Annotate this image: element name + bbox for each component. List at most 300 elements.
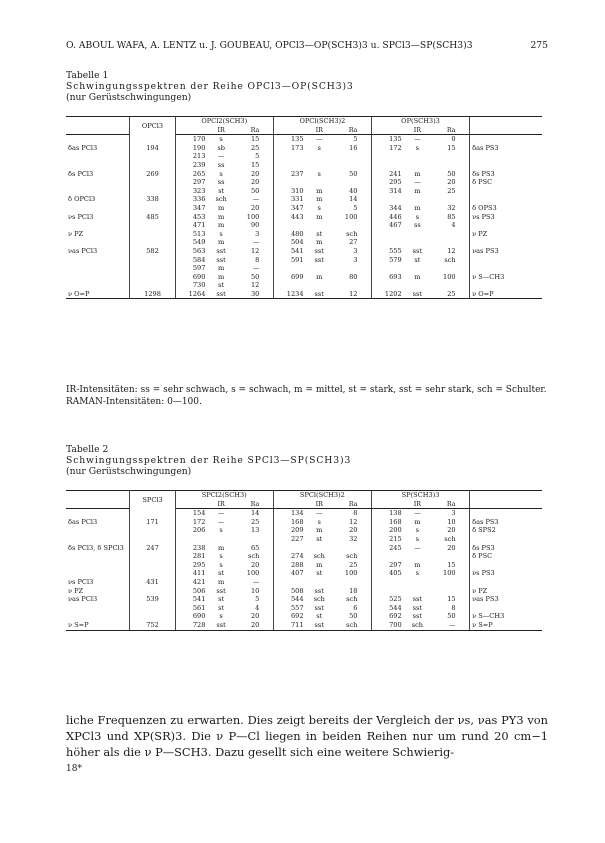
- cell-ir-intensity: m: [414, 203, 421, 212]
- cell-raman-intensity: [332, 544, 363, 553]
- cell-brace: [264, 178, 273, 187]
- cell-frequency: 443: [273, 213, 306, 222]
- cell-raman-intensity: 10: [447, 517, 456, 526]
- cell-ir-intensity: sst: [216, 246, 226, 255]
- cell-frequency: [371, 152, 404, 161]
- body-paragraph: liche Frequenzen zu erwarten. Dies zeigt bereits der Vergleich der νs, νas PY3 von XPCl3 und XP(SR)3. Die ν P—Cl liegen in beiden Reihen nur um rund 20 cm−1 höher als die ν P—SCH3. Dazu gesellt sich eine weitere Schwierig-: [66, 713, 548, 759]
- table-row: [66, 290, 542, 299]
- cell-raman-intensity: 30: [234, 290, 265, 299]
- cell-ir-intensity: [405, 281, 430, 290]
- cell-ir-intensity: m: [414, 169, 421, 178]
- cell-frequency: 690: [192, 272, 206, 281]
- table1-legend: [66, 384, 548, 408]
- cell-ir-intensity: m: [414, 186, 421, 195]
- table1: [66, 116, 542, 299]
- cell-mode-label: [66, 273, 130, 282]
- table-row: [66, 621, 542, 630]
- cell-ir-intensity: ss: [413, 221, 421, 230]
- cell-parent-frequency: 269: [130, 170, 175, 179]
- table-row: [66, 247, 542, 256]
- cell-ir-intensity: sst: [216, 586, 226, 595]
- cell-raman-intensity: 15: [447, 143, 456, 152]
- cell-raman-intensity: 20: [447, 543, 456, 552]
- cell-ir-intensity: sst: [307, 621, 332, 630]
- cell-ir-intensity: [405, 230, 430, 239]
- cell-raman-intensity: sch: [444, 255, 456, 264]
- cell-ir-intensity: sst: [412, 612, 423, 621]
- cell-ir-intensity: s: [317, 517, 321, 526]
- cell-brace: [264, 187, 273, 196]
- cell-raman-intensity: 100: [443, 272, 456, 281]
- cell-assignment: [470, 509, 542, 518]
- table-row: [66, 518, 542, 527]
- cell-ir-intensity: [405, 587, 430, 596]
- cell-brace: [264, 213, 273, 222]
- table-row: [66, 587, 542, 596]
- table-row: [66, 170, 542, 179]
- cell-frequency: 467: [371, 221, 404, 230]
- cell-frequency: 692: [273, 612, 306, 621]
- cell-raman-intensity: 3: [353, 246, 358, 255]
- cell-frequency: 728: [175, 621, 208, 630]
- table-row: [66, 561, 542, 570]
- cell-brace: [264, 569, 273, 578]
- cell-brace: [461, 178, 470, 187]
- cell-brace: [363, 178, 372, 187]
- cell-raman-intensity: —: [252, 195, 260, 204]
- cell-ir-intensity: —: [217, 517, 225, 526]
- cell-brace: [363, 204, 372, 213]
- cell-parent-frequency: [130, 604, 175, 613]
- cell-mode-label: [66, 187, 130, 196]
- cell-brace: [264, 273, 273, 282]
- cell-brace: [461, 273, 470, 282]
- cell-frequency: [371, 264, 404, 273]
- cell-raman-intensity: 15: [447, 595, 456, 604]
- cell-brace: [461, 195, 470, 204]
- cell-frequency: 213: [192, 152, 206, 161]
- cell-raman-intensity: 25: [250, 143, 260, 152]
- cell-brace: [461, 578, 470, 587]
- cell-brace: [264, 561, 273, 570]
- cell-raman-intensity: 12: [349, 517, 358, 526]
- cell-ir-intensity: sst: [216, 255, 226, 264]
- cell-frequency: 421: [192, 577, 206, 586]
- table-row: [66, 238, 542, 247]
- cell-frequency: 238: [192, 543, 206, 552]
- table-row: [66, 264, 542, 273]
- cell-assignment: ν S—CH3: [470, 612, 542, 621]
- cell-brace: [264, 509, 273, 518]
- cell-frequency: 215: [371, 535, 404, 544]
- running-head-text: O. ABOUL WAFA, A. LENTZ u. J. GOUBEAU, OPCl3—OP(SCH3)3 u. SPCl3—SP(SCH3)3: [66, 40, 473, 51]
- cell-raman-intensity: 15: [250, 135, 260, 144]
- cell-brace: [264, 595, 273, 604]
- cell-brace: [363, 604, 372, 613]
- table2-header-left: SPCl3: [130, 491, 175, 509]
- cell-ir-intensity: st: [316, 229, 323, 238]
- cell-raman-intensity: 25: [349, 560, 358, 569]
- cell-brace: [363, 238, 372, 247]
- cell-frequency: 331: [273, 195, 306, 204]
- cell-raman-intensity: 12: [447, 246, 456, 255]
- table-row: [66, 152, 542, 161]
- cell-brace: [461, 247, 470, 256]
- cell-brace: [461, 170, 470, 179]
- cell-brace: [461, 161, 470, 170]
- table2-header-group1: SPCl2(SCH3): [175, 491, 273, 500]
- cell-raman-intensity: 8: [451, 603, 456, 612]
- cell-raman-intensity: 6: [353, 603, 358, 612]
- cell-raman-intensity: [430, 281, 461, 290]
- cell-frequency: [371, 195, 404, 204]
- cell-parent-frequency: [130, 569, 175, 578]
- cell-brace: [264, 578, 273, 587]
- cell-frequency: [371, 230, 404, 239]
- cell-ir-intensity: sch: [215, 195, 227, 204]
- table1-header-group3: OP(SCH3)3: [371, 117, 469, 126]
- table-row: [66, 178, 542, 187]
- cell-ir-intensity: m: [217, 221, 225, 230]
- cell-frequency: 237: [273, 170, 306, 179]
- cell-brace: [461, 544, 470, 553]
- cell-brace: [363, 273, 372, 282]
- cell-raman-intensity: 4: [451, 221, 456, 230]
- cell-parent-frequency: [130, 509, 175, 518]
- table1-sub-ra-2: Ra: [332, 126, 363, 135]
- table-row: [66, 552, 542, 561]
- cell-mode-label: [66, 561, 130, 570]
- cell-frequency: 549: [192, 238, 206, 247]
- cell-frequency: 297: [192, 178, 206, 187]
- cell-assignment: [470, 161, 542, 170]
- cell-brace: [264, 230, 273, 239]
- cell-raman-intensity: —: [252, 264, 260, 273]
- cell-raman-intensity: 25: [430, 290, 461, 299]
- cell-ir-intensity: —: [315, 135, 323, 144]
- cell-mode-label: δs PCl3: [68, 169, 94, 178]
- page-number: 275: [530, 40, 548, 51]
- cell-frequency: 206: [192, 526, 206, 535]
- cell-raman-intensity: 12: [332, 290, 363, 299]
- cell-brace: [461, 238, 470, 247]
- cell-brace: [461, 518, 470, 527]
- cell-mode-label: νas PCl3: [68, 595, 98, 604]
- cell-ir-intensity: [405, 152, 430, 161]
- cell-frequency: 347: [273, 204, 306, 213]
- cell-raman-intensity: 10: [250, 586, 260, 595]
- cell-mode-label: δ OPCl3: [68, 195, 96, 204]
- cell-frequency: [371, 552, 404, 561]
- cell-mode-label: [66, 612, 130, 621]
- cell-raman-intensity: 100: [443, 569, 456, 578]
- cell-ir-intensity: sb: [217, 143, 225, 152]
- cell-brace: [264, 256, 273, 265]
- cell-brace: [264, 195, 273, 204]
- cell-frequency: 513: [192, 229, 206, 238]
- cell-mode-label: νas PCl3: [68, 246, 98, 255]
- cell-brace: [363, 509, 372, 518]
- table-row: [66, 273, 542, 282]
- table1-header-group2: OPCl(SCH3)2: [273, 117, 371, 126]
- cell-frequency: [273, 161, 306, 170]
- cell-frequency: 295: [371, 178, 404, 187]
- cell-ir-intensity: st: [218, 569, 225, 578]
- cell-raman-intensity: 8: [255, 255, 260, 264]
- table1-title: Schwingungsspektren der Reihe OPCl3—OP(SCH3)3: [66, 81, 354, 92]
- cell-ir-intensity: s: [415, 526, 420, 535]
- cell-raman-intensity: 20: [447, 526, 456, 535]
- cell-ir-intensity: —: [414, 543, 421, 552]
- cell-raman-intensity: [430, 578, 461, 587]
- cell-raman-intensity: [430, 152, 461, 161]
- cell-frequency: 1234: [273, 290, 306, 299]
- cell-frequency: 297: [371, 561, 404, 570]
- cell-frequency: [273, 221, 306, 230]
- cell-frequency: 561: [192, 603, 206, 612]
- cell-mode-label: [66, 221, 130, 230]
- cell-raman-intensity: 4: [255, 603, 260, 612]
- cell-mode-label: [66, 526, 130, 535]
- table-row: [66, 187, 542, 196]
- cell-frequency: 170: [192, 135, 206, 144]
- cell-brace: [461, 612, 470, 621]
- cell-assignment: δ PSC: [470, 552, 542, 561]
- cell-ir-intensity: [307, 264, 332, 273]
- cell-raman-intensity: [430, 195, 461, 204]
- cell-frequency: 200: [371, 526, 404, 535]
- cell-brace: [461, 509, 470, 518]
- cell-frequency: 344: [371, 204, 404, 213]
- running-head: [66, 40, 548, 51]
- cell-ir-intensity: sch: [405, 621, 430, 630]
- cell-ir-intensity: m: [316, 526, 323, 535]
- cell-frequency: 172: [371, 144, 404, 153]
- cell-ir-intensity: sst: [412, 246, 423, 255]
- cell-frequency: [273, 578, 306, 587]
- cell-ir-intensity: [208, 535, 233, 544]
- table2-header-group3: SP(SCH3)3: [371, 491, 469, 500]
- cell-mode-label: [66, 161, 130, 170]
- cell-frequency: 446: [371, 213, 404, 222]
- cell-ir-intensity: m: [217, 577, 225, 586]
- table-row: [66, 195, 542, 204]
- cell-raman-intensity: 40: [349, 186, 358, 195]
- table1-subtitle: (nur Gerüstschwingungen): [66, 92, 192, 103]
- cell-ir-intensity: m: [217, 212, 225, 221]
- cell-frequency: 544: [273, 595, 306, 604]
- cell-assignment: δas PS3: [470, 518, 542, 527]
- cell-raman-intensity: 50: [250, 186, 260, 195]
- cell-frequency: 134: [273, 509, 306, 518]
- cell-assignment: [470, 135, 542, 144]
- cell-frequency: 453: [192, 212, 206, 221]
- cell-frequency: 138: [371, 509, 404, 518]
- cell-frequency: 347: [192, 203, 206, 212]
- cell-ir-intensity: [307, 578, 332, 587]
- table1-header-blank: [66, 117, 130, 126]
- cell-raman-intensity: [234, 535, 265, 544]
- cell-frequency: 295: [192, 560, 206, 569]
- cell-brace: [461, 144, 470, 153]
- cell-frequency: 1264: [175, 290, 208, 299]
- cell-parent-frequency: 485: [130, 213, 175, 222]
- cell-frequency: [371, 578, 404, 587]
- cell-ir-intensity: s: [219, 560, 223, 569]
- table2-caption: [66, 444, 351, 477]
- cell-mode-label: [66, 204, 130, 213]
- cell-ir-intensity: m: [414, 517, 421, 526]
- cell-frequency: 172: [192, 517, 206, 526]
- cell-raman-intensity: 13: [250, 526, 260, 535]
- cell-brace: [461, 290, 470, 299]
- cell-brace: [363, 518, 372, 527]
- table2-sub-ir-3: IR: [405, 500, 430, 509]
- cell-mode-label: [66, 535, 130, 544]
- cell-raman-intensity: sch: [346, 229, 358, 238]
- cell-brace: [363, 595, 372, 604]
- cell-mode-label: [66, 256, 130, 265]
- cell-brace: [363, 552, 372, 561]
- cell-raman-intensity: [430, 161, 461, 170]
- cell-brace: [264, 621, 273, 630]
- cell-ir-intensity: —: [217, 152, 225, 161]
- cell-raman-intensity: [430, 552, 461, 561]
- cell-frequency: 525: [371, 595, 404, 604]
- cell-frequency: 480: [273, 230, 306, 239]
- cell-raman-intensity: 5: [255, 595, 260, 604]
- cell-brace: [264, 535, 273, 544]
- cell-raman-intensity: 50: [250, 272, 260, 281]
- cell-parent-frequency: 752: [130, 621, 175, 630]
- cell-brace: [363, 187, 372, 196]
- cell-frequency: 190: [192, 143, 206, 152]
- cell-frequency: 597: [192, 264, 206, 273]
- cell-raman-intensity: 14: [349, 195, 358, 204]
- cell-frequency: 411: [192, 569, 206, 578]
- cell-ir-intensity: ss: [217, 160, 225, 169]
- cell-frequency: 310: [273, 187, 306, 196]
- cell-frequency: 265: [192, 169, 206, 178]
- cell-brace: [264, 247, 273, 256]
- cell-frequency: 288: [273, 561, 306, 570]
- cell-brace: [264, 290, 273, 299]
- cell-ir-intensity: ss: [217, 178, 225, 187]
- cell-raman-intensity: 100: [344, 569, 358, 578]
- table-row: [66, 135, 542, 144]
- cell-raman-intensity: [430, 587, 461, 596]
- cell-ir-intensity: —: [414, 509, 421, 518]
- cell-assignment: [470, 152, 542, 161]
- cell-frequency: 563: [192, 246, 206, 255]
- cell-frequency: 405: [371, 569, 404, 578]
- cell-frequency: [371, 238, 404, 247]
- table-row: [66, 281, 542, 290]
- cell-mode-label: νs PCl3: [68, 577, 94, 586]
- cell-raman-intensity: 32: [349, 534, 358, 543]
- cell-brace: [264, 144, 273, 153]
- cell-mode-label: δs PCl3, δ SPCl3: [68, 543, 124, 552]
- cell-raman-intensity: [332, 152, 363, 161]
- cell-frequency: 700: [371, 621, 404, 630]
- cell-ir-intensity: —: [414, 135, 421, 144]
- table1-label: Tabelle 1: [66, 70, 109, 81]
- cell-raman-intensity: 50: [349, 612, 358, 621]
- cell-mode-label: [66, 135, 130, 144]
- cell-raman-intensity: sch: [332, 621, 363, 630]
- table-row: [66, 204, 542, 213]
- cell-frequency: 579: [371, 256, 404, 265]
- cell-brace: [264, 552, 273, 561]
- cell-mode-label: δas PCl3: [68, 517, 98, 526]
- cell-ir-intensity: st: [218, 595, 225, 604]
- cell-mode-label: [66, 552, 130, 561]
- table-row: [66, 161, 542, 170]
- cell-raman-intensity: 27: [349, 238, 358, 247]
- cell-brace: [363, 561, 372, 570]
- cell-assignment: [470, 604, 542, 613]
- cell-ir-intensity: sst: [412, 595, 423, 604]
- cell-raman-intensity: [332, 281, 363, 290]
- cell-raman-intensity: 90: [250, 221, 260, 230]
- table2-label: Tabelle 2: [66, 444, 109, 455]
- cell-brace: [461, 569, 470, 578]
- cell-raman-intensity: 12: [250, 246, 260, 255]
- cell-ir-intensity: [307, 281, 332, 290]
- cell-parent-frequency: [130, 273, 175, 282]
- legend-raman-intensities: RAMAN-Intensitäten: 0—100.: [66, 397, 202, 407]
- cell-brace: [461, 230, 470, 239]
- cell-frequency: [273, 281, 306, 290]
- table-row: [66, 595, 542, 604]
- cell-ir-intensity: —: [217, 509, 225, 518]
- cell-raman-intensity: sch: [346, 552, 358, 561]
- cell-parent-frequency: [130, 552, 175, 561]
- cell-assignment: ν PZ: [470, 230, 542, 239]
- cell-parent-frequency: [130, 256, 175, 265]
- cell-ir-intensity: m: [217, 543, 225, 552]
- cell-ir-intensity: sst: [208, 290, 233, 299]
- cell-brace: [461, 595, 470, 604]
- table2-header-group2: SPCl(SCH3)2: [273, 491, 371, 500]
- table1-sub-ra-1: Ra: [234, 126, 265, 135]
- cell-parent-frequency: 171: [130, 518, 175, 527]
- cell-mode-label: νs PCl3: [68, 212, 94, 221]
- cell-parent-frequency: 247: [130, 544, 175, 553]
- cell-frequency: 692: [371, 612, 404, 621]
- table2-sub-ra-2: Ra: [332, 500, 363, 509]
- cell-parent-frequency: [130, 221, 175, 230]
- cell-brace: [363, 161, 372, 170]
- cell-frequency: [273, 178, 306, 187]
- cell-mode-label: [66, 281, 130, 290]
- cell-ir-intensity: s: [317, 143, 321, 152]
- cell-brace: [264, 204, 273, 213]
- table-row: [66, 213, 542, 222]
- cell-ir-intensity: sst: [208, 621, 233, 630]
- cell-brace: [363, 578, 372, 587]
- cell-ir-intensity: s: [219, 229, 223, 238]
- cell-assignment: [470, 578, 542, 587]
- cell-brace: [363, 544, 372, 553]
- cell-ir-intensity: s: [219, 612, 223, 621]
- cell-ir-intensity: s: [219, 526, 223, 535]
- cell-parent-frequency: [130, 264, 175, 273]
- cell-frequency: 471: [192, 221, 206, 230]
- cell-parent-frequency: [130, 230, 175, 239]
- cell-frequency: 173: [273, 144, 306, 153]
- cell-ir-intensity: m: [316, 560, 323, 569]
